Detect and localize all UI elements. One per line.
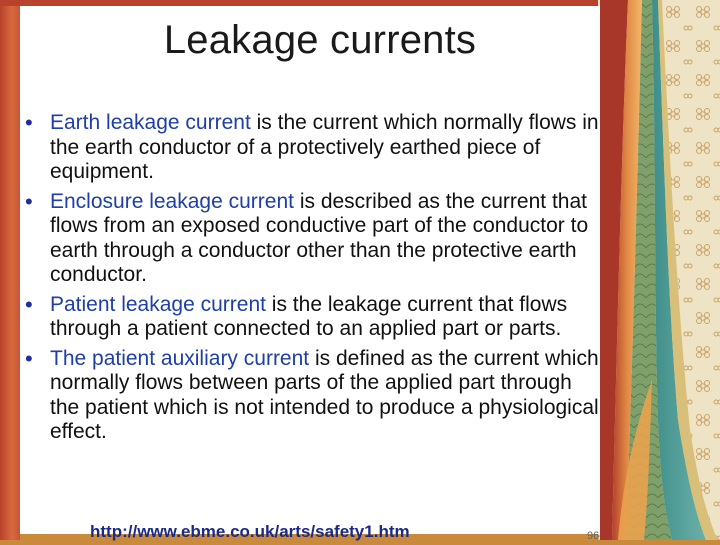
bullet-dot-icon: •: [25, 345, 33, 371]
bullet-dot-icon: •: [25, 188, 33, 214]
page-number: 96: [587, 530, 600, 542]
bullet-term: Enclosure leakage current: [50, 189, 294, 213]
bullet-dot-icon: •: [25, 110, 33, 135]
bullet-term: Patient leakage current: [50, 292, 266, 316]
left-frame-border: [0, 0, 20, 540]
slide-content: [20, 6, 600, 542]
bullet-item-earth-leakage: [20, 111, 600, 185]
bullet-text: is described as the current that flows from an exposed conductive part of the conductor to earth through a conductor other than the protective earth conductor.: [50, 189, 589, 286]
bullet-term: Earth leakage current: [50, 111, 251, 134]
source-link[interactable]: http://www.ebme.co.uk/arts/safety1.htm: [90, 522, 410, 541]
bullet-item-patient-auxiliary: [20, 347, 600, 445]
bullet-text: is the leakage current that flows through a patient connected to an applied part or parts.: [50, 292, 568, 340]
decorative-side-art: [598, 0, 720, 540]
bullet-text: is defined as the current which normally flows between parts of the applied part through the patient which is not intended to produce a physiological effect.: [50, 346, 599, 443]
bullet-text: is the current which normally flows in the earth conductor of a protectively earthed piece of equipment.: [50, 111, 599, 183]
bullet-dot-icon: •: [25, 291, 33, 317]
bullet-item-patient-leakage: [20, 293, 600, 342]
slide-title: Leakage currents: [163, 18, 477, 62]
bullet-list: [20, 111, 600, 450]
bullet-term: The patient auxiliary current: [50, 346, 310, 370]
floral-pattern-art: [598, 0, 720, 540]
bullet-item-enclosure-leakage: [20, 190, 600, 288]
